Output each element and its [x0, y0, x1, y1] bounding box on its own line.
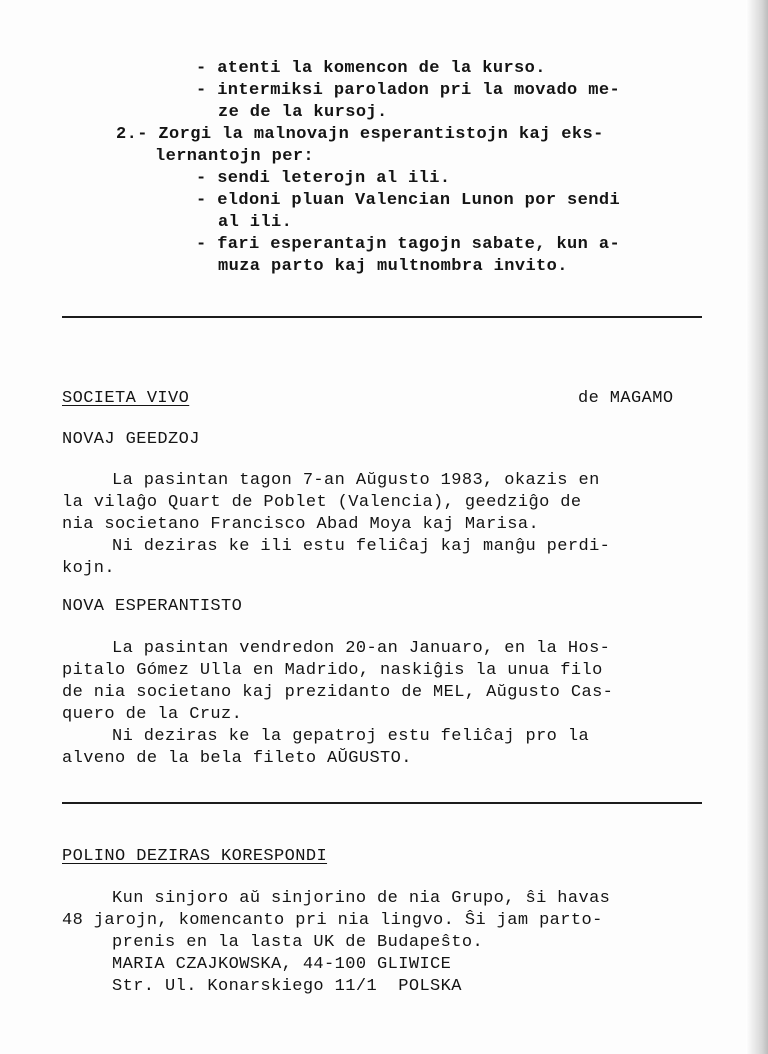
list-line: - sendi leterojn al ili. — [196, 169, 451, 188]
list-line: - intermiksi paroladon pri la movado me- — [196, 81, 621, 100]
paragraph-line: de nia societano kaj prezidanto de MEL, Aŭgusto Cas- — [62, 683, 614, 702]
section-heading: SOCIETA VIVO — [62, 389, 190, 408]
address-line: Str. Ul. Konarskiego 11/1 POLSKA — [112, 977, 462, 996]
list-line: 2.- Zorgi la malnovajn esperantistojn kaj eks- — [116, 125, 604, 144]
list-line: muza parto kaj multnombra invito. — [218, 257, 568, 276]
paragraph-line: alveno de la bela fileto AŬGUSTO. — [62, 749, 412, 768]
paragraph-line: prenis en la lasta UK de Budapeŝto. — [112, 933, 484, 952]
paragraph-line: La pasintan tagon 7-an Aŭgusto 1983, okazis en — [112, 471, 600, 490]
paragraph-line: la vilaĝo Quart de Poblet (Valencia), geedziĝo de — [62, 493, 582, 512]
paragraph-line: kojn. — [62, 559, 116, 578]
byline: de MAGAMO — [578, 389, 674, 408]
subheading: NOVA ESPERANTISTO — [62, 597, 243, 616]
paragraph-line: Kun sinjoro aŭ sinjorino de nia Grupo, ŝi havas — [112, 889, 611, 908]
section-divider — [62, 802, 702, 804]
paragraph-line: La pasintan vendredon 20-an Januaro, en la Hos- — [112, 639, 611, 658]
paragraph-line: nia societano Francisco Abad Moya kaj Marisa. — [62, 515, 540, 534]
paragraph-line: Ni deziras ke ili estu feliĉaj kaj manĝu perdi- — [112, 537, 611, 556]
subheading: NOVAJ GEEDZOJ — [62, 430, 200, 449]
address-line: MARIA CZAJKOWSKA, 44-100 GLIWICE — [112, 955, 452, 974]
list-line: - eldoni pluan Valencian Lunon por sendi — [196, 191, 621, 210]
paragraph-line: 48 jarojn, komencanto pri nia lingvo. Ŝi jam parto- — [62, 911, 603, 930]
list-line: lernantojn per: — [155, 147, 315, 166]
list-line: - atenti la komencon de la kurso. — [196, 59, 546, 78]
paragraph-line: pitalo Gómez Ulla en Madrido, naskiĝis la unua filo — [62, 661, 603, 680]
paragraph-line: quero de la Cruz. — [62, 705, 243, 724]
paragraph-line: Ni deziras ke la gepatroj estu feliĉaj pro la — [112, 727, 590, 746]
list-line: ze de la kursoj. — [218, 103, 388, 122]
section-divider — [62, 316, 702, 318]
list-line: al ili. — [218, 213, 293, 232]
page-edge-shadow — [746, 0, 768, 1054]
list-line: - fari esperantajn tagojn sabate, kun a- — [196, 235, 621, 254]
section-heading: POLINO DEZIRAS KORESPONDI — [62, 847, 328, 866]
